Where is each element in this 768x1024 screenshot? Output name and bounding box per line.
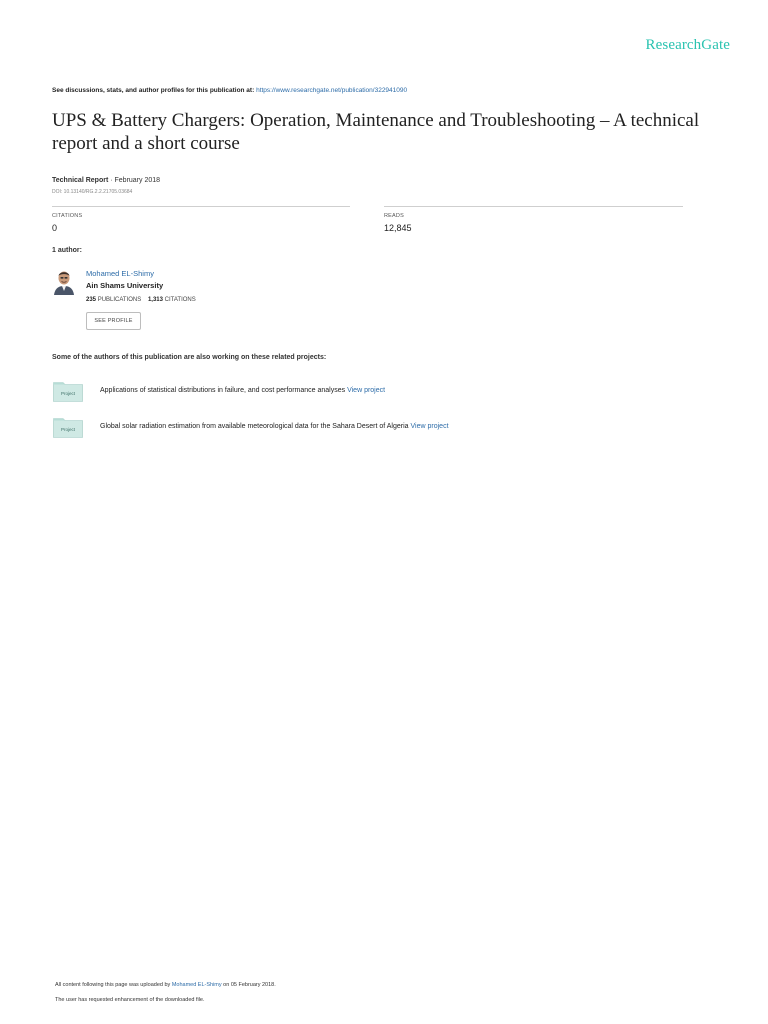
author-affiliation: Ain Shams University [86, 281, 164, 290]
author-publications-count: 235 [86, 297, 97, 303]
author-citations-label: CITATIONS [164, 297, 196, 303]
project-title: Global solar radiation estimation from available meteorological data for the Sahara Desert of Algeria [100, 423, 409, 430]
project-icon-label: Project [60, 427, 76, 432]
view-project-link[interactable]: View project [410, 423, 449, 430]
author-avatar[interactable] [52, 267, 76, 295]
publication-title: UPS & Battery Chargers: Operation, Maintenance and Troubleshooting – A technical report and a short course [52, 110, 700, 154]
author-counts [86, 297, 196, 303]
author-photo-icon [52, 267, 76, 295]
publication-meta [52, 177, 160, 184]
authors-label: 1 author: [52, 247, 82, 254]
author-publications-label: PUBLICATIONS [97, 297, 142, 303]
publication-type: Technical Report [52, 177, 109, 184]
enhancement-note: The user has requested enhancement of the downloaded file. [55, 997, 205, 1003]
reads-divider [384, 206, 683, 207]
project-item [100, 423, 449, 430]
citations-value: 0 [52, 223, 58, 233]
researchgate-logo[interactable]: ResearchGate [645, 37, 730, 53]
author-name-link[interactable]: Mohamed EL-Shimy [86, 269, 154, 278]
see-profile-button[interactable]: SEE PROFILE [86, 312, 141, 330]
upload-note [55, 982, 276, 988]
project-folder-icon [53, 416, 83, 443]
related-projects-label: Some of the authors of this publication are also working on these related projects: [52, 354, 327, 361]
source-line-prefix: See discussions, stats, and author profiles for this publication at: [52, 87, 255, 94]
project-icon-label: Project [60, 391, 76, 396]
upload-note-date: on 05 February 2018. [223, 982, 276, 988]
publication-doi: DOI: 10.13140/RG.2.2.21705.03684 [52, 189, 133, 195]
reads-value: 12,845 [384, 223, 412, 233]
uploader-link[interactable]: Mohamed EL-Shimy [171, 982, 222, 988]
view-project-link[interactable]: View project [347, 387, 386, 394]
citations-divider [52, 206, 350, 207]
publication-date: · February 2018 [108, 177, 161, 184]
source-line [52, 87, 407, 94]
publication-url-link[interactable]: https://www.researchgate.net/publication/322941090 [256, 87, 408, 94]
project-title: Applications of statistical distributions in failure, and cost performance analyses [100, 387, 346, 394]
upload-note-prefix: All content following this page was uploaded by [55, 982, 171, 988]
author-citations-count: 1,313 [147, 297, 163, 303]
project-folder-icon [53, 380, 83, 407]
citations-label: CITATIONS [52, 213, 83, 219]
reads-label: READS [384, 213, 404, 219]
project-item [100, 387, 385, 394]
